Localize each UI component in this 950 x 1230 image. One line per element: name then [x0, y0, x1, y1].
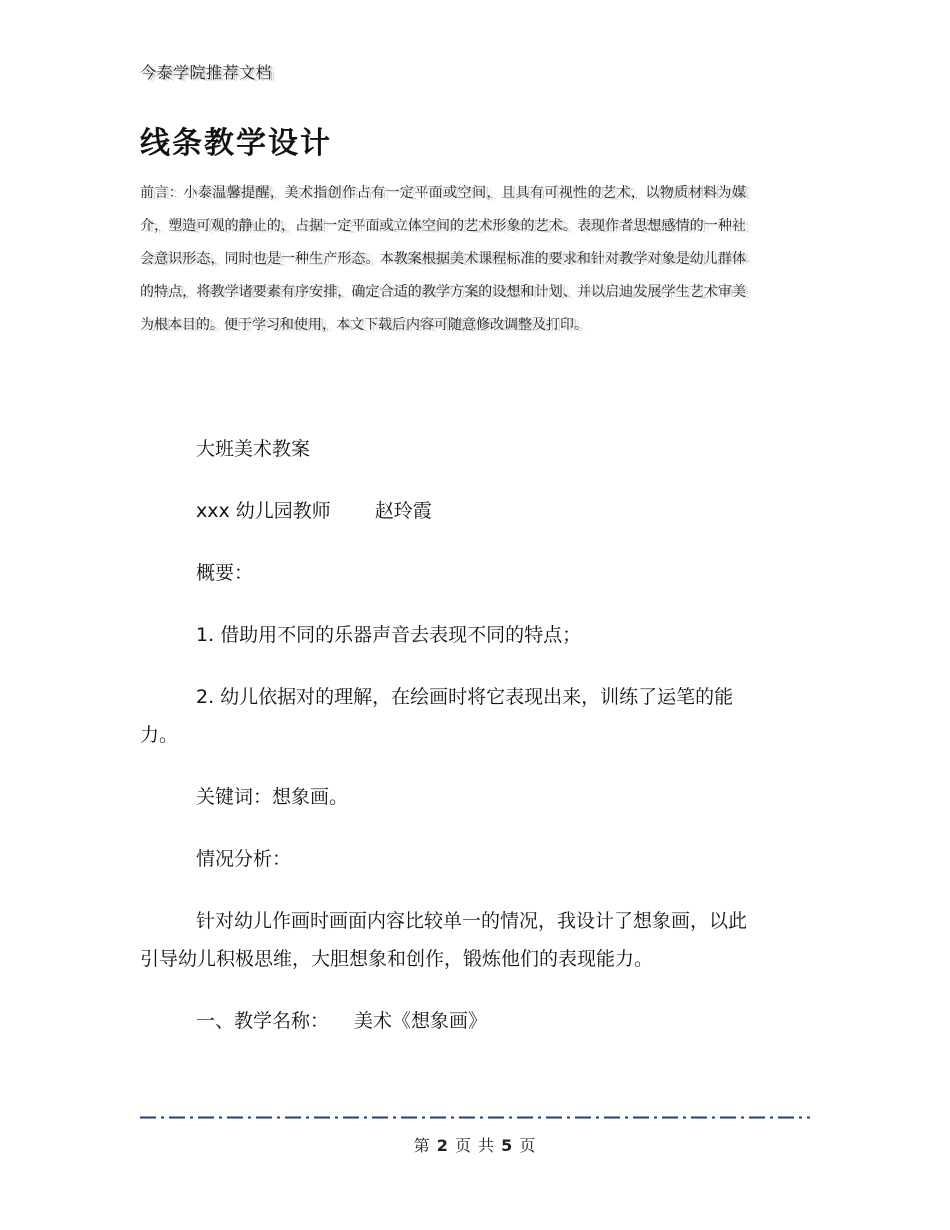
- document-title: 线条教学设计: [140, 126, 332, 161]
- body-paragraph-analysis-heading: 情况分析：: [196, 848, 292, 870]
- body-paragraph-teaching-name: 一、教学名称： 美术《想象画》: [196, 1010, 488, 1032]
- body-paragraph-summary-item-1: 1. 借助用不同的乐器声音去表现不同的特点；: [196, 624, 582, 646]
- document-body: [140, 430, 760, 1040]
- body-paragraph-analysis: 针对幼儿作画时画面内容比较单一的情况，我设计了想象画，以此引导幼儿积极思维，大胆想象和创作，锻炼他们的表现能力。: [140, 910, 748, 970]
- page-number-current: 2: [436, 1136, 449, 1155]
- page-number-prefix: 第: [413, 1136, 431, 1155]
- page-number-total: 5: [501, 1136, 514, 1155]
- body-paragraph-class-title: 大班美术教案: [196, 438, 311, 460]
- body-paragraph-author: xxx 幼儿园教师 赵玲霞: [196, 500, 432, 522]
- body-paragraph-summary-heading: 概要：: [196, 562, 254, 584]
- page-number: [0, 1133, 950, 1156]
- footer-divider: [140, 1116, 810, 1119]
- preface-paragraph: 前言：小泰温馨提醒，美术指创作占有一定平面或空间，且具有可视性的艺术，以物质材料为媒介，塑造可观的静止的，占据一定平面或立体空间的艺术形象的艺术。表现作者思想感情的一种社会意识形态，同时也是一种生产形态。本教案根据美术课程标准的要求和针对教学对象是幼儿群体的特点，将教学诸要素有序安排，确定合适的教学方案的设想和计划、并以启迪发展学生艺术审美为根本目的。便于学习和使用，本文下载后内容可随意修改调整及打印。: [140, 185, 746, 333]
- header-label: 今泰学院推荐文档: [140, 63, 273, 82]
- body-paragraph-keywords: 关键词：想象画。: [196, 786, 349, 808]
- page-number-suffix: 页: [519, 1136, 537, 1155]
- page-number-middle: 页 共: [454, 1136, 496, 1155]
- body-paragraph-summary-item-2: 2. 幼儿依据对的理解，在绘画时将它表现出来，训练了运笔的能力。: [140, 686, 734, 746]
